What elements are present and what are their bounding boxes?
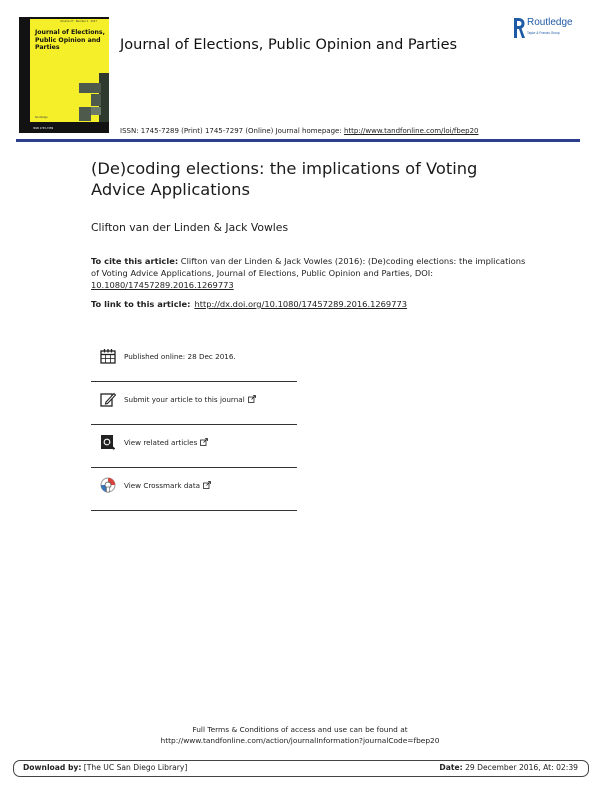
action-crossmark[interactable] xyxy=(91,468,297,511)
download-info-bar xyxy=(13,760,589,777)
header-divider xyxy=(16,139,580,142)
issn-line xyxy=(120,127,479,135)
action-submit-article[interactable] xyxy=(91,382,297,425)
cover-graphic xyxy=(79,83,101,93)
journal-cover-image xyxy=(19,17,109,133)
crossmark-link[interactable] xyxy=(124,481,211,490)
calendar-icon xyxy=(100,348,116,364)
terms-line-1: Full Terms & Conditions of access and use can be found at xyxy=(192,725,408,734)
submit-edit-icon xyxy=(100,391,116,407)
cover-title: Journal of Elections, Public Opinion and Parties xyxy=(35,29,105,52)
cover-graphic xyxy=(79,107,91,121)
article-link-block xyxy=(91,299,407,309)
citation-block xyxy=(91,255,531,291)
cite-doi-link[interactable]: 10.1080/17457289.2016.1269773 xyxy=(91,280,234,290)
submit-article-link[interactable] xyxy=(124,395,256,404)
downloaded-by-value: [The UC San Diego Library] xyxy=(81,763,188,772)
downloaded-by xyxy=(23,763,187,772)
download-date-label: Date: xyxy=(439,763,463,772)
published-online-text: Published online: 28 Dec 2016. xyxy=(124,352,236,361)
action-related-articles[interactable] xyxy=(91,425,297,468)
cover-spine xyxy=(19,17,30,133)
external-link-icon xyxy=(248,395,256,403)
logo-name: Routledge xyxy=(527,17,573,28)
link-label: To link to this article: xyxy=(91,299,191,309)
routledge-logo-icon xyxy=(512,16,525,40)
cite-label: To cite this article: xyxy=(91,256,179,266)
submit-article-label: Submit your article to this journal xyxy=(124,395,245,404)
cover-publisher: Routledge xyxy=(35,116,48,119)
download-date-value: 29 December 2016, At: 02:39 xyxy=(462,763,578,772)
cover-graphic xyxy=(91,94,101,106)
cover-graphic xyxy=(91,107,101,115)
journal-title: Journal of Elections, Public Opinion and Parties xyxy=(120,37,458,53)
cover-top-bar xyxy=(30,17,109,19)
publisher-logo[interactable] xyxy=(512,16,592,42)
terms-url-link[interactable]: http://www.tandfonline.com/action/journalInformation?journalCode=fbep20 xyxy=(160,736,440,745)
article-authors: Clifton van der Linden & Jack Vowles xyxy=(91,221,289,234)
crossmark-label: View Crossmark data xyxy=(124,481,201,490)
article-actions xyxy=(91,339,297,511)
downloaded-by-label: Download by: xyxy=(23,763,82,772)
logo-tagline: Taylor & Francis Group xyxy=(527,31,560,35)
related-articles-label: View related articles xyxy=(124,438,198,447)
cover-volume-text: Volume 27 · Number 1 · 2017 xyxy=(60,20,97,23)
related-articles-icon xyxy=(100,434,116,450)
issn-text: ISSN: 1745-7289 (Print) 1745-7297 (Online) Journal homepage: xyxy=(120,127,344,135)
external-link-icon xyxy=(200,438,208,446)
action-published-online xyxy=(91,339,297,382)
related-articles-link[interactable] xyxy=(124,438,208,447)
journal-homepage-link[interactable]: http://www.tandfonline.com/loi/fbep20 xyxy=(343,127,479,135)
external-link-icon xyxy=(203,481,211,489)
article-title: (De)coding elections: the implications of Voting Advice Applications xyxy=(91,159,478,199)
cover-issn: ISSN 1745-7289 xyxy=(33,127,54,130)
download-date xyxy=(439,763,578,772)
crossmark-icon xyxy=(100,477,116,493)
cite-text: Clifton van der Linden & Jack Vowles (2016): (De)coding elections: the implications of Voting Advice Applications, Journal of Elections, Public Opinion and Parties, DOI: xyxy=(91,256,526,278)
terms-notice xyxy=(0,724,600,746)
article-doi-link[interactable]: http://dx.doi.org/10.1080/17457289.2016.1269773 xyxy=(194,299,408,309)
